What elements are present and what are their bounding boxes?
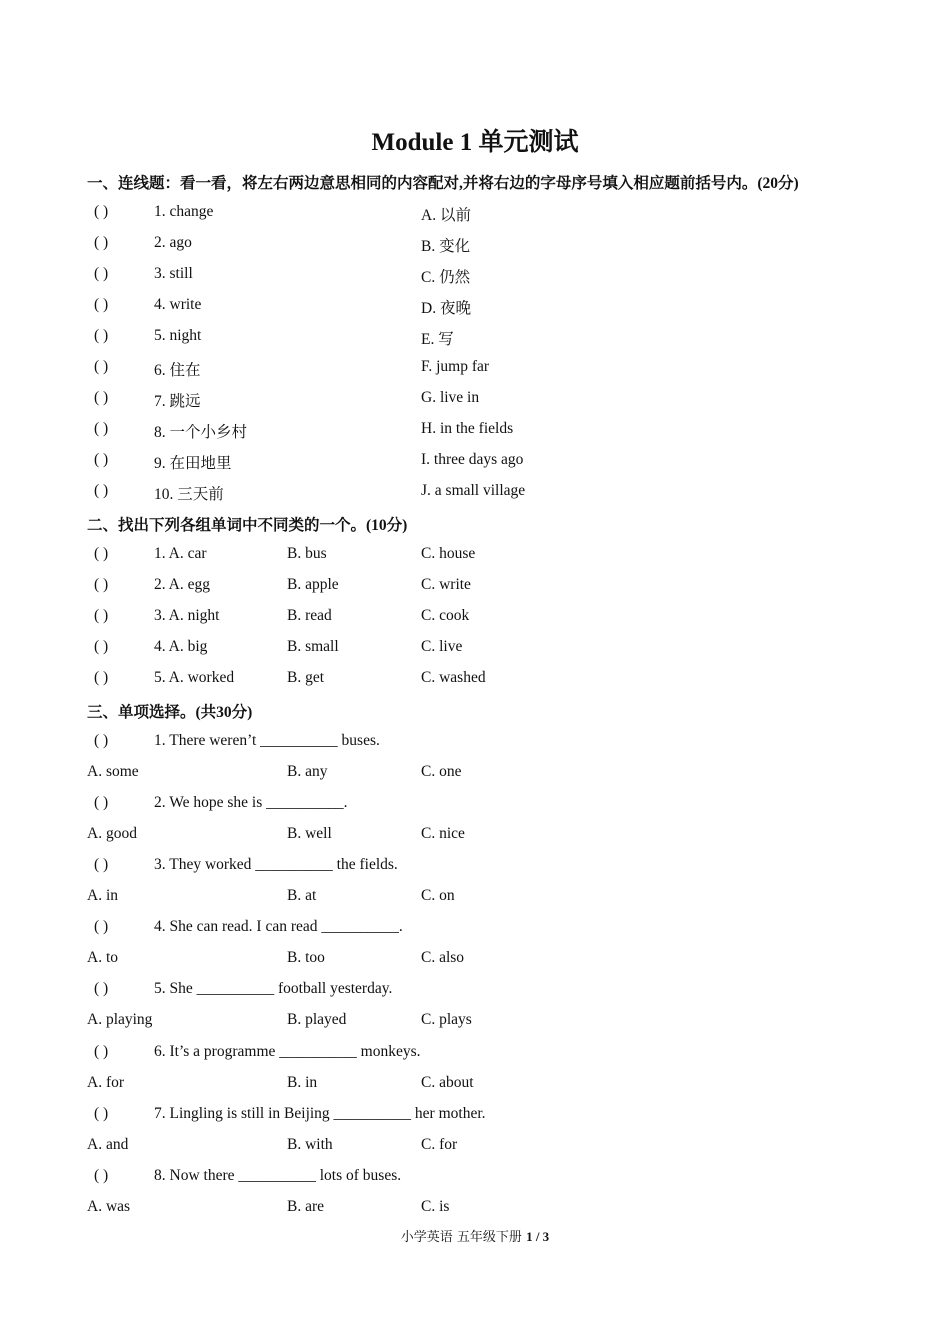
matching-row xyxy=(0,296,950,320)
answer-paren[interactable]: ( ) xyxy=(94,451,109,468)
page-number: 1 / 3 xyxy=(526,1229,550,1244)
choice-c: C. also xyxy=(421,949,465,966)
match-left: 3. still xyxy=(154,265,193,282)
question-text: 8. Now there __________ lots of buses. xyxy=(154,1167,402,1184)
question-text: 6. It’s a programme __________ monkeys. xyxy=(154,1043,421,1060)
question-text: 1. There weren’t __________ buses. xyxy=(154,732,380,749)
answer-paren[interactable]: ( ) xyxy=(94,389,109,406)
option-b: B. read xyxy=(287,607,332,624)
choice-a: A. was xyxy=(87,1198,131,1215)
choice-b: B. any xyxy=(287,763,328,780)
answer-paren[interactable]: ( ) xyxy=(94,234,109,251)
answer-paren[interactable]: ( ) xyxy=(94,794,109,811)
choice-c: C. on xyxy=(421,887,455,904)
match-left: 6. 住在 xyxy=(154,362,201,379)
answer-paren[interactable]: ( ) xyxy=(94,669,109,686)
match-right: D. 夜晚 xyxy=(421,300,471,317)
answer-paren[interactable]: ( ) xyxy=(94,358,109,375)
question-text: 3. They worked __________ the fields. xyxy=(154,856,398,873)
question-row xyxy=(0,1167,950,1191)
option-a: 2. A. egg xyxy=(154,576,210,593)
answer-paren[interactable]: ( ) xyxy=(94,918,109,935)
page-footer xyxy=(0,1226,950,1245)
choice-a: A. in xyxy=(87,887,118,904)
match-right: G. live in xyxy=(421,389,480,406)
match-right: B. 变化 xyxy=(421,238,471,255)
choice-b: B. at xyxy=(287,887,317,904)
match-right: I. three days ago xyxy=(421,451,524,468)
odd-one-out-row xyxy=(0,545,950,569)
choice-a: A. good xyxy=(87,825,137,842)
match-right: J. a small village xyxy=(421,482,526,499)
matching-row xyxy=(0,265,950,289)
matching-row xyxy=(0,451,950,475)
match-right: F. jump far xyxy=(421,358,490,375)
match-left: 7. 跳远 xyxy=(154,393,201,410)
answer-paren[interactable]: ( ) xyxy=(94,607,109,624)
match-left: 1. change xyxy=(154,203,214,220)
section-3-heading: 三、单项选择。(共30分) xyxy=(87,704,253,721)
match-right: A. 以前 xyxy=(421,207,471,224)
answer-paren[interactable]: ( ) xyxy=(94,1105,109,1122)
option-b: B. get xyxy=(287,669,325,686)
odd-one-out-row xyxy=(0,638,950,662)
choice-a: A. some xyxy=(87,763,139,780)
choice-row xyxy=(0,1136,950,1160)
option-a: 1. A. car xyxy=(154,545,207,562)
choice-row xyxy=(0,949,950,973)
answer-paren[interactable]: ( ) xyxy=(94,576,109,593)
choice-c: C. plays xyxy=(421,1011,472,1028)
match-right: C. 仍然 xyxy=(421,269,471,286)
option-a: 5. A. worked xyxy=(154,669,235,686)
choice-c: C. one xyxy=(421,763,462,780)
answer-paren[interactable]: ( ) xyxy=(94,420,109,437)
answer-paren[interactable]: ( ) xyxy=(94,638,109,655)
answer-paren[interactable]: ( ) xyxy=(94,732,109,749)
answer-paren[interactable]: ( ) xyxy=(94,856,109,873)
section-1-heading: 一、连线题：看一看，将左右两边意思相同的内容配对,并将右边的字母序号填入相应题前括号内。(20分) xyxy=(87,175,799,192)
answer-paren[interactable]: ( ) xyxy=(94,203,109,220)
footer-text: 小学英语 五年级下册 xyxy=(400,1230,527,1245)
answer-paren[interactable]: ( ) xyxy=(94,482,109,499)
question-text: 2. We hope she is __________. xyxy=(154,794,348,811)
match-left: 8. 一个小乡村 xyxy=(154,424,248,441)
matching-row xyxy=(0,358,950,382)
question-text: 4. She can read. I can read __________. xyxy=(154,918,403,935)
option-a: 4. A. big xyxy=(154,638,208,655)
question-row xyxy=(0,980,950,1004)
choice-row xyxy=(0,887,950,911)
answer-paren[interactable]: ( ) xyxy=(94,265,109,282)
choice-a: A. to xyxy=(87,949,118,966)
match-left: 9. 在田地里 xyxy=(154,455,232,472)
question-row xyxy=(0,1105,950,1129)
answer-paren[interactable]: ( ) xyxy=(94,980,109,997)
question-row xyxy=(0,918,950,942)
question-text: 7. Lingling is still in Beijing __________ her mother. xyxy=(154,1105,486,1122)
choice-b: B. well xyxy=(287,825,332,842)
section-2-heading: 二、找出下列各组单词中不同类的一个。(10分) xyxy=(87,517,408,534)
choice-c: C. for xyxy=(421,1136,458,1153)
match-left: 5. night xyxy=(154,327,202,344)
match-left: 10. 三天前 xyxy=(154,486,224,503)
choice-c: C. about xyxy=(421,1074,474,1091)
choice-a: A. and xyxy=(87,1136,129,1153)
option-c: C. live xyxy=(421,638,463,655)
answer-paren[interactable]: ( ) xyxy=(94,1167,109,1184)
question-row xyxy=(0,794,950,818)
choice-c: C. is xyxy=(421,1198,450,1215)
choice-b: B. played xyxy=(287,1011,347,1028)
odd-one-out-row xyxy=(0,607,950,631)
question-text: 5. She __________ football yesterday. xyxy=(154,980,393,997)
choice-c: C. nice xyxy=(421,825,465,842)
question-row xyxy=(0,1043,950,1067)
choice-b: B. in xyxy=(287,1074,318,1091)
choice-row xyxy=(0,1074,950,1098)
matching-row xyxy=(0,482,950,506)
matching-row xyxy=(0,234,950,258)
choice-row xyxy=(0,1198,950,1222)
choice-row xyxy=(0,1011,950,1035)
choice-b: B. are xyxy=(287,1198,325,1215)
option-c: C. washed xyxy=(421,669,486,686)
choice-row xyxy=(0,763,950,787)
match-left: 4. write xyxy=(154,296,202,313)
choice-row xyxy=(0,825,950,849)
page-title: Module 1 单元测试 xyxy=(371,129,579,156)
choice-b: B. with xyxy=(287,1136,333,1153)
answer-paren[interactable]: ( ) xyxy=(94,327,109,344)
question-row xyxy=(0,856,950,880)
matching-row xyxy=(0,203,950,227)
match-left: 2. ago xyxy=(154,234,192,251)
matching-row xyxy=(0,420,950,444)
option-c: C. write xyxy=(421,576,471,593)
option-b: B. apple xyxy=(287,576,339,593)
answer-paren[interactable]: ( ) xyxy=(94,1043,109,1060)
answer-paren[interactable]: ( ) xyxy=(94,545,109,562)
match-right: E. 写 xyxy=(421,331,454,348)
matching-row xyxy=(0,389,950,413)
choice-a: A. for xyxy=(87,1074,125,1091)
odd-one-out-row xyxy=(0,576,950,600)
choice-b: B. too xyxy=(287,949,325,966)
option-b: B. bus xyxy=(287,545,327,562)
option-a: 3. A. night xyxy=(154,607,220,624)
match-right: H. in the fields xyxy=(421,420,514,437)
question-row xyxy=(0,732,950,756)
odd-one-out-row xyxy=(0,669,950,693)
option-c: C. house xyxy=(421,545,476,562)
option-c: C. cook xyxy=(421,607,470,624)
choice-a: A. playing xyxy=(87,1011,153,1028)
matching-row xyxy=(0,327,950,351)
option-b: B. small xyxy=(287,638,339,655)
answer-paren[interactable]: ( ) xyxy=(94,296,109,313)
